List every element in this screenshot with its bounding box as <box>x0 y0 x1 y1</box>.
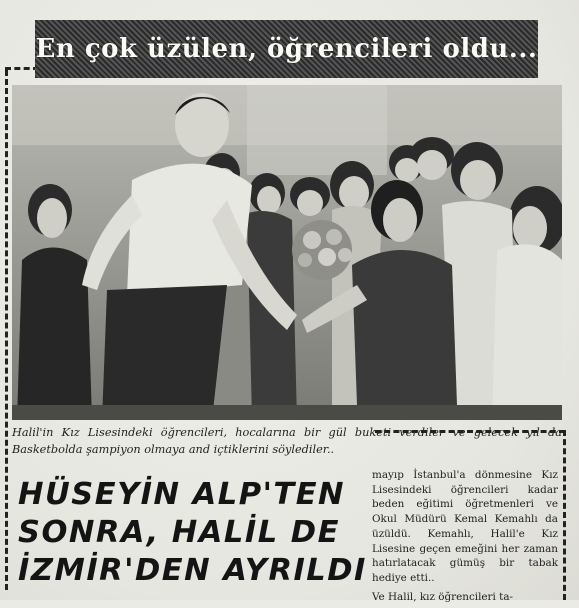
photo-caption: Halil'in Kız Lisesindeki öğrencileri, hocalarına bir gül buketi verdiler ve gelecek yıl da Basketbolda şampiyon olmaya and içtiklerini söylediler.. <box>12 426 562 456</box>
news-photo <box>12 85 562 420</box>
dashed-rule-top <box>5 67 39 70</box>
article-headline: HÜSEYİN ALP'TEN SONRA, HALİL DE İZMİR'DEN AYRILDI <box>18 477 367 588</box>
article-paragraph-2: Ve Halil, kız öğrencileri ta- <box>372 590 514 603</box>
article-paragraph-1: mayıp İstanbul'a dönmesine Kız Lisesindeki öğrencileri kadar beden eğitimi öğretmenleri ve Okul Müdürü Kemal Kemahlı da üzüldü. Kemahlı, Halil'e Kız Lisesine geçen emeğini her zaman hatırlatacak gümüş bir tabak hediye etti.. <box>372 469 558 584</box>
article-body <box>372 468 558 608</box>
banner-headline: En çok üzülen, öğrencileri oldu... <box>35 34 538 64</box>
photo-illustration <box>12 85 562 420</box>
dashed-rule-right <box>563 430 566 600</box>
headline-banner <box>35 20 538 78</box>
dashed-rule-left <box>5 70 8 590</box>
